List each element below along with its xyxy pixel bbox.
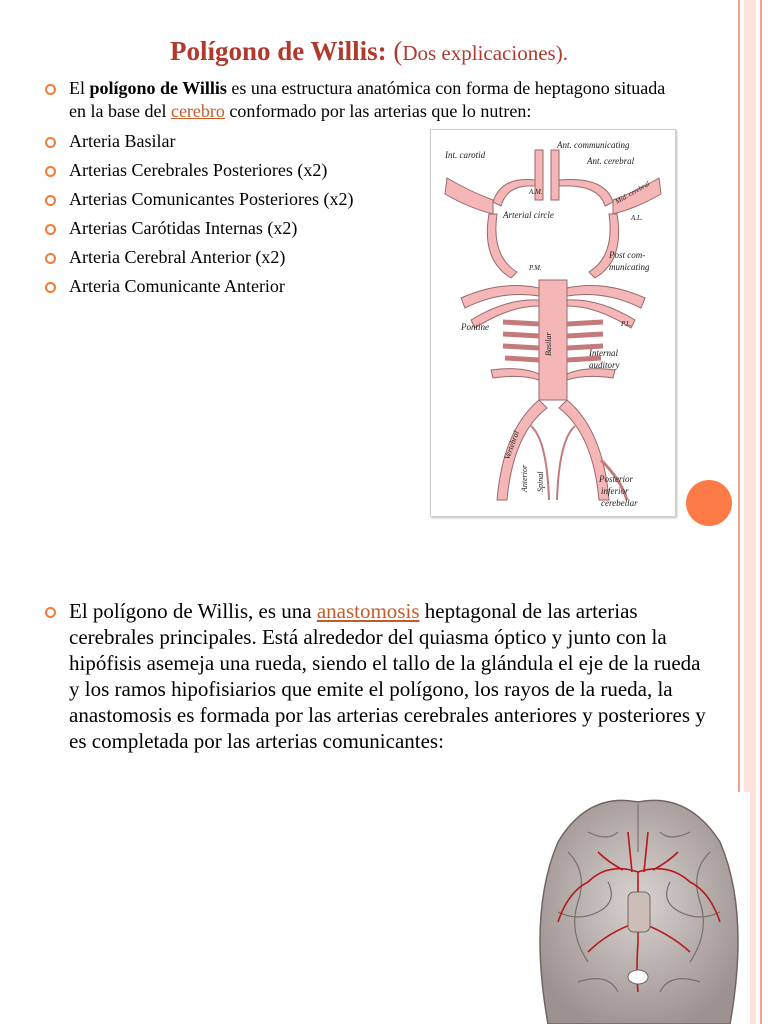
anastomosis-link[interactable]: anastomosis	[316, 599, 420, 623]
list-item: Arteria Comunicante Anterior	[45, 275, 449, 298]
explanation-text-pre: El polígono de Willis, es una	[69, 599, 317, 623]
label-arterial-circle: Arterial circle	[503, 210, 554, 220]
intro-text-post: conformado por las arterias que lo nutren:	[224, 101, 532, 121]
page-title	[0, 36, 738, 67]
list-item-intro	[45, 77, 679, 123]
label-spinal: Spinal	[536, 471, 545, 492]
circle-of-willis-diagram	[430, 129, 676, 517]
border-line-right	[760, 0, 762, 1024]
label-al: A.L.	[631, 214, 643, 222]
label-post-com-1: Post com-	[609, 250, 646, 260]
list-item: Arterias Cerebrales Posteriores (x2)	[45, 159, 449, 182]
list-item: Arteria Cerebral Anterior (x2)	[45, 246, 449, 269]
label-am: A.M.	[529, 188, 543, 196]
label-ant-cerebral: Ant. cerebral	[587, 156, 635, 166]
label-basilar: Basilar	[544, 332, 553, 356]
diagram-svg	[431, 130, 675, 516]
title-paren: (	[393, 36, 403, 66]
decorative-orange-circle	[686, 480, 732, 526]
intro-bold-term: polígono de Willis	[89, 78, 227, 98]
list-item: Arteria Basilar	[45, 130, 449, 153]
label-posterior-3: cerebellar	[601, 498, 638, 508]
label-anterior: Anterior	[520, 464, 529, 492]
label-int-carotid: Int. carotid	[445, 150, 486, 160]
label-internal-2: auditory	[589, 360, 620, 370]
label-pm: P.M.	[529, 264, 542, 272]
bullet-list-2	[45, 598, 715, 754]
label-posterior-2: inferior	[601, 486, 629, 496]
list-item-explanation	[45, 598, 715, 754]
list-item: Arterias Carótidas Internas (x2)	[45, 217, 449, 240]
brain-svg	[528, 792, 750, 1024]
label-vertebral: Vertebral	[502, 429, 522, 461]
label-mid-cerebral: Mid. cerebral	[614, 179, 652, 206]
cerebro-link[interactable]: cerebro	[170, 101, 225, 121]
label-post-com-2: municating	[609, 262, 650, 272]
title-subtitle: Dos explicaciones).	[402, 41, 568, 65]
explanation-text-post: heptagonal de las arterias cerebrales principales. Está alrededor del quiasma óptico y junto con la hipófisis asemeja una rueda, siendo el tallo de la glándula el eje de la rueda y los ramos hipofisiarios que emite el polígono, los rayos de la rueda, la anastomosis es formada por las arterias cerebrales anteriores y posteriores y es completada por las arterias comunicantes:	[69, 599, 706, 753]
label-internal-1: Internal	[589, 348, 618, 358]
list-item: Arterias Comunicantes Posteriores (x2)	[45, 188, 449, 211]
label-ant-communicating: Ant. communicating	[557, 140, 630, 150]
intro-text-pre: El	[69, 78, 90, 98]
label-pontine: Pontine	[461, 322, 489, 332]
label-pl: P.L.	[621, 320, 632, 328]
intro-text-mid: es una estructura anatómica con forma de heptagono situada en la base del	[69, 78, 666, 121]
brain-base-illustration	[528, 792, 750, 1024]
label-posterior-1: Posterior	[599, 474, 634, 484]
title-main: Polígono de Willis:	[170, 36, 394, 66]
